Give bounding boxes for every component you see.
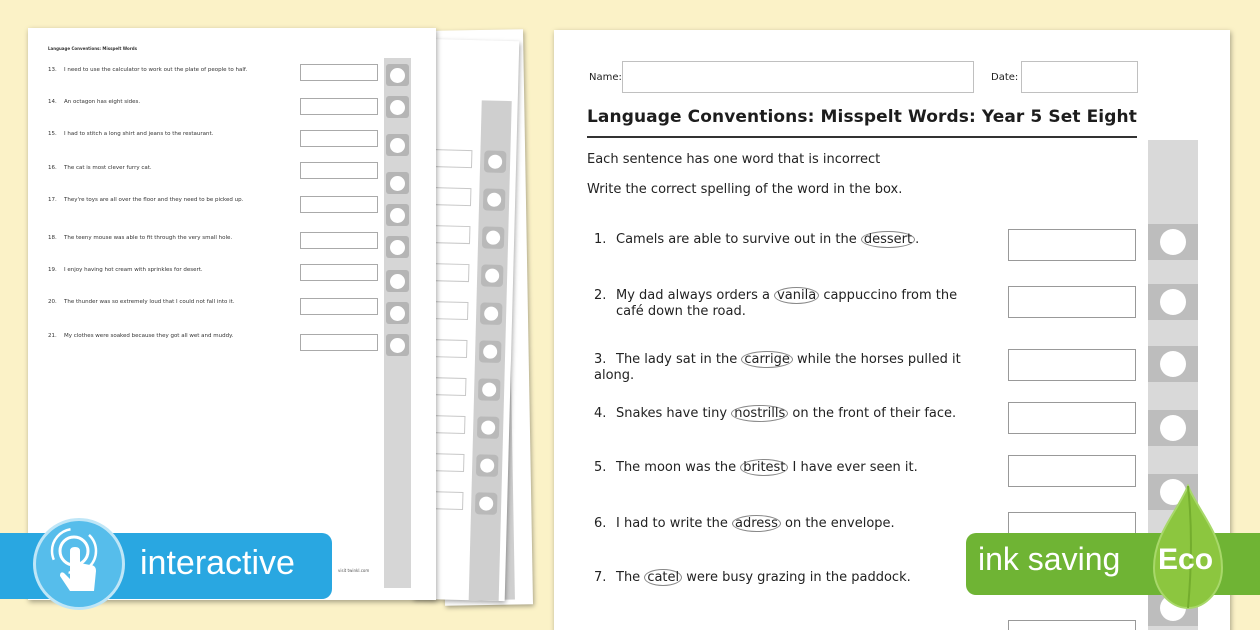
title-underline [587,136,1137,138]
question-row [594,406,1004,422]
back-mark-cell [479,340,502,363]
back-mark-cell [477,416,500,439]
back-mark-cell [484,150,507,173]
question-text-continued: café down the road. [616,304,746,319]
left-mark-cell [386,64,409,86]
question-text-before: I had to write the [616,516,733,531]
left-answer-box [300,64,378,81]
left-question-row [48,164,308,172]
left-mark-cell [386,334,409,356]
question-row [594,460,1004,476]
instruction-line-2: Write the correct spelling of the word in the box. [587,182,903,197]
question-text-before: The [616,570,645,585]
left-question-text: The teeny mouse was able to fit through the very small hole. [64,235,233,241]
interactive-label: interactive [140,544,295,582]
name-label: Name: [589,72,622,83]
question-number: 7. [594,570,607,585]
left-question-text: I had to stitch a long shirt and jeans to the restaurant. [64,131,214,137]
back-mark-cell [476,454,499,477]
left-mark-cell [386,96,409,118]
left-question-number: 17. [48,197,57,203]
back-mark-cell [480,302,503,325]
back-mark-cell [483,188,506,211]
question-text-after: were busy grazing in the paddock. [682,570,911,585]
left-answer-box [300,162,378,179]
left-mark-cell [386,172,409,194]
left-question-number: 19. [48,267,57,273]
left-question-text: They're toys are all over the floor and they need to be picked up. [64,197,244,203]
tap-hand-icon [33,518,125,610]
question-number: 5. [594,460,607,475]
question-text-before: The lady sat in the [616,352,742,367]
mark-cell [1148,346,1198,382]
left-question-text: I need to use the calculator to work out the plate of people to half. [64,67,248,73]
back-mark-cell [482,226,505,249]
question-text-before: The moon was the [616,460,741,475]
left-question-number: 20. [48,299,57,305]
left-answer-box [300,196,378,213]
left-question-row [48,98,308,106]
question-row [594,516,1004,532]
answer-box[interactable] [1008,229,1136,261]
left-mark-cell [386,270,409,292]
back-mark-cell [481,264,504,287]
misspelt-word: catel [644,569,682,586]
left-question-number: 16. [48,165,57,171]
left-question-number: 14. [48,99,57,105]
left-question-number: 13. [48,67,57,73]
question-text-after: on the envelope. [780,516,895,531]
eco-label: Eco [1158,543,1214,576]
answer-box[interactable] [1008,620,1136,630]
misspelt-word: nostrills [731,405,788,422]
misspelt-word: carrige [741,351,792,368]
left-answer-box [300,98,378,115]
left-answer-box [300,334,378,351]
question-text-after: on the front of their face. [788,406,957,421]
misspelt-word: dessert [861,231,915,248]
worksheet-title: Language Conventions: Misspelt Words: Year 5 Set Eight [587,107,1137,127]
left-question-row [48,66,308,74]
left-answer-box [300,264,378,281]
left-answer-box [300,232,378,249]
left-answer-box [300,130,378,147]
question-row [594,232,1004,248]
left-mark-cell [386,134,409,156]
date-label: Date: [991,72,1019,83]
left-question-text: My clothes were soaked because they got all wet and muddy. [64,333,234,339]
left-answer-box [300,298,378,315]
question-row [594,288,1004,320]
question-number: 4. [594,406,607,421]
ink-saving-label: ink saving [978,541,1121,577]
left-question-text: An octagon has eight sides. [64,99,141,105]
question-number: 2. [594,288,607,303]
answer-box[interactable] [1008,455,1136,487]
left-question-row [48,130,308,138]
back-answer-box [434,149,472,168]
back-answer-box [432,225,470,244]
left-question-row [48,266,308,274]
mark-cell [1148,224,1198,260]
worksheet-page-2-thumbnail [28,28,436,600]
left-question-number: 21. [48,333,57,339]
question-row [594,352,1004,384]
left-question-text: I enjoy having hot cream with sprinkles for desert. [64,267,203,273]
question-row [594,570,1004,586]
left-question-row [48,234,308,242]
mark-cell [1148,284,1198,320]
left-question-row [48,332,308,340]
misspelt-word: britest [740,459,788,476]
date-field[interactable] [1021,61,1138,93]
instruction-line-1: Each sentence has one word that is incorrect [587,152,881,167]
left-sheet-header: Language Conventions: Misspelt Words [48,46,138,51]
question-text-before: Camels are able to survive out in the [616,232,861,247]
back-answer-box [433,187,471,206]
name-field[interactable] [622,61,974,93]
answer-box[interactable] [1008,402,1136,434]
left-question-number: 18. [48,235,57,241]
misspelt-word: adress [732,515,781,532]
back-answer-box [431,263,469,282]
left-mark-cell [386,204,409,226]
left-question-row [48,298,308,306]
left-question-number: 15. [48,131,57,137]
left-mark-cell [386,302,409,324]
left-sheet-footer: visit twinkl.com [338,568,370,573]
answer-box[interactable] [1008,349,1136,381]
left-question-row [48,196,308,204]
question-text-after: . [915,232,920,247]
question-number: 3. [594,352,607,367]
question-text-after: while the horses pulled it along. [594,352,961,383]
misspelt-word: vanila [774,287,819,304]
left-question-text: The thunder was so extremely loud that I could not fall into it. [64,299,235,305]
question-text-before: Snakes have tiny [616,406,732,421]
question-number: 1. [594,232,607,247]
answer-box[interactable] [1008,286,1136,318]
question-text-after: cappuccino from the [819,288,958,303]
back-mark-cell [478,378,501,401]
back-mark-cell [475,492,498,515]
question-text-after: I have ever seen it. [788,460,918,475]
left-question-text: The cat is most clever furry cat. [64,165,152,171]
question-text-before: My dad always orders a [616,288,775,303]
left-mark-cell [386,236,409,258]
mark-cell [1148,410,1198,446]
question-number: 6. [594,516,607,531]
